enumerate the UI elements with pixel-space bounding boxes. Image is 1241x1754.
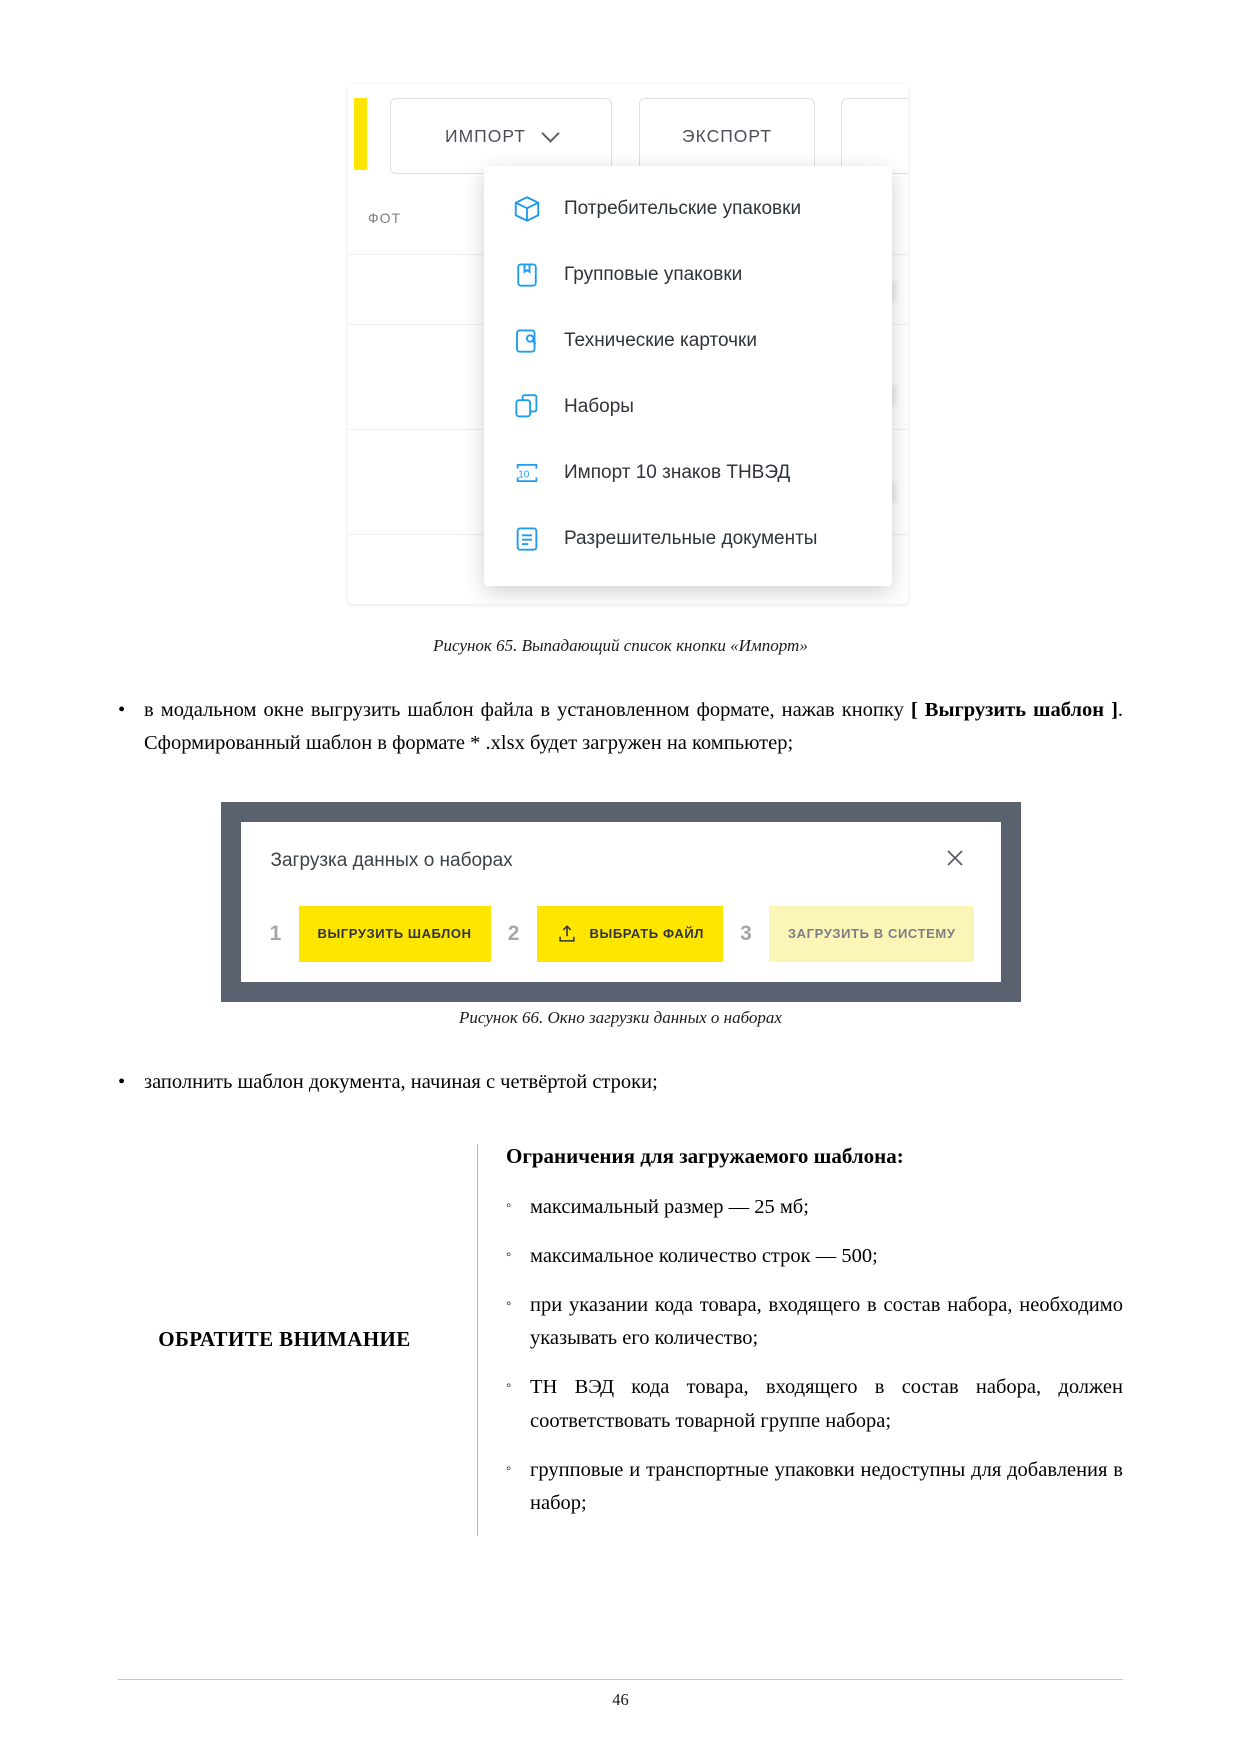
bullet-marker: ◦: [506, 1296, 512, 1313]
list-item: [506, 1454, 1123, 1520]
list-item: [506, 1191, 1123, 1224]
app-screenshot-card: [348, 84, 908, 604]
tech-card-icon: [512, 326, 542, 356]
attention-note-label-cell: [118, 1144, 478, 1537]
bullet-text: заполнить шаблон документа, начиная с четвёртой строки;: [144, 1071, 658, 1094]
bullet-marker: ◦: [506, 1197, 512, 1214]
bullet-list-1: [118, 694, 1123, 760]
page-footer: [118, 1679, 1123, 1710]
bullet-text-part1: в модальном окне выгрузить шаблон файла в установленном формате, нажав кнопку: [144, 699, 904, 721]
menu-item-group-packages[interactable]: [484, 242, 892, 308]
choose-file-button[interactable]: [537, 906, 723, 962]
bullet-text-bold: [ Выгрузить шаблон ]: [910, 699, 1118, 721]
bullet-marker: ◦: [506, 1460, 512, 1477]
restrictions-heading: Ограничения для загружаемого шаблона:: [506, 1143, 904, 1168]
list-item: [506, 1289, 1123, 1355]
upload-to-system-button[interactable]: [769, 906, 975, 962]
menu-item-label: Импорт 10 знаков ТНВЭД: [564, 462, 791, 483]
menu-item-label: Наборы: [564, 396, 634, 417]
attention-note-content-cell: [478, 1144, 1123, 1537]
menu-item-technical-cards[interactable]: [484, 308, 892, 374]
upload-steps: [267, 906, 975, 962]
list-item: [506, 1240, 1123, 1273]
chevron-down-icon: [541, 124, 559, 142]
bullet-marker: •: [118, 699, 126, 721]
list-item: [506, 1371, 1123, 1437]
choose-file-label: ВЫБРАТЬ ФАЙЛ: [589, 926, 704, 942]
export-button-label: ЭКСПОРТ: [682, 125, 772, 146]
column-header-photo: ФОТ: [368, 210, 402, 226]
bullet-marker: ◦: [506, 1246, 512, 1263]
menu-item-label: Групповые упаковки: [564, 264, 743, 285]
list-item: [118, 694, 1123, 760]
bullet-list-2: [118, 1066, 1123, 1099]
bullet-marker: ◦: [506, 1378, 512, 1395]
restriction-text: при указании кода товара, входящего в состав набора, необходимо указывать его количество;: [530, 1294, 1123, 1350]
restriction-text: ТН ВЭД кода товара, входящего в состав набора, должен соответствовать товарной группе набора;: [530, 1376, 1123, 1432]
restriction-text: максимальное количество строк — 500;: [530, 1244, 878, 1267]
menu-item-consumer-packages[interactable]: [484, 176, 892, 242]
box-icon: [512, 194, 542, 224]
figure-65-screenshot: [348, 84, 908, 624]
next-toolbar-button[interactable]: [841, 98, 908, 174]
menu-item-label: Разрешительные документы: [564, 528, 818, 549]
download-template-button[interactable]: [299, 906, 491, 962]
import-dropdown-menu[interactable]: [484, 166, 892, 586]
upload-icon: [556, 923, 578, 945]
restriction-text: групповые и транспортные упаковки недоступны для добавления в набор;: [530, 1458, 1123, 1515]
figure-66-screenshot: [221, 802, 1021, 1002]
tnved-icon: [512, 458, 542, 488]
step-number-2: 2: [507, 922, 520, 946]
import-button-label: ИМПОРТ: [445, 125, 526, 146]
svg-text:10: 10: [518, 469, 530, 481]
attention-label: ОБРАТИТЕ ВНИМАНИЕ: [158, 1327, 411, 1352]
bullet-text: [144, 694, 1123, 760]
bullet-text-part2: . Сформированный шаблон в формате * .xlsx будет загружен на компьютер;: [144, 699, 1124, 755]
figure-66-container: [118, 802, 1123, 1002]
figure-65-container: [118, 70, 1123, 630]
menu-item-permit-documents[interactable]: [484, 506, 892, 572]
accent-bar: [354, 98, 367, 170]
page-number: 46: [612, 1690, 629, 1709]
step-number-1: 1: [269, 922, 282, 946]
upload-to-system-label: ЗАГРУЗИТЬ В СИСТЕМУ: [787, 926, 956, 942]
list-item: [118, 1066, 1123, 1099]
close-icon[interactable]: [943, 846, 967, 870]
restriction-text: максимальный размер — 25 мб;: [530, 1195, 809, 1218]
download-template-label: ВЫГРУЗИТЬ ШАБЛОН: [317, 926, 472, 942]
import-button[interactable]: [390, 98, 612, 174]
menu-item-import-tnved[interactable]: [484, 440, 892, 506]
figure-66-caption: Рисунок 66. Окно загрузки данных о наборах: [459, 1008, 782, 1028]
menu-item-label: Потребительские упаковки: [564, 198, 802, 219]
export-button[interactable]: [639, 98, 815, 174]
sets-icon: [512, 392, 542, 422]
document-icon: [512, 524, 542, 554]
attention-note-table: [118, 1144, 1123, 1537]
modal-title: Загрузка данных о наборах: [270, 850, 513, 872]
upload-modal: [241, 822, 1001, 982]
figure-65-caption: Рисунок 65. Выпадающий список кнопки «Импорт»: [433, 636, 808, 655]
menu-item-sets[interactable]: [484, 374, 892, 440]
group-box-icon: [512, 260, 542, 290]
menu-item-label: Технические карточки: [564, 330, 757, 351]
bullet-marker: •: [118, 1071, 126, 1094]
step-number-3: 3: [740, 922, 752, 946]
